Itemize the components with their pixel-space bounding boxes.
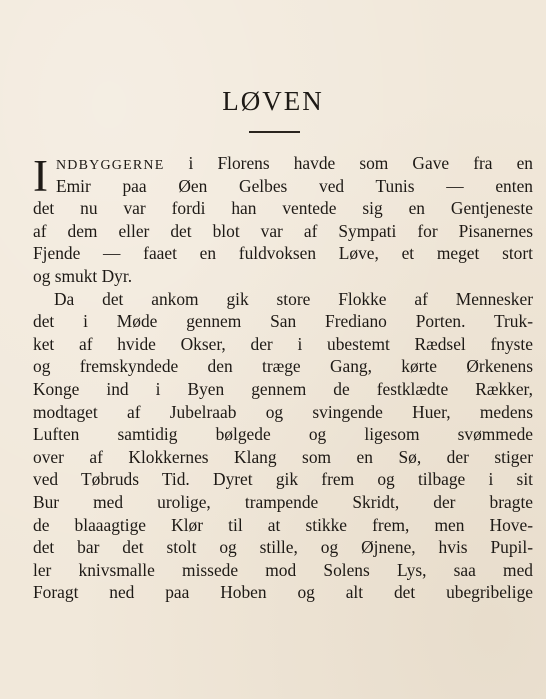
text-line: Da det ankom gik store Flokke af Mennesker [54,288,533,309]
chapter-title: LØVEN [222,86,324,116]
text-line: modtaget af Jubelraab og svingende Huer, medens [33,401,533,422]
text-line: ved Tøbruds Tid. Dyret gik frem og tilbage i sit [33,469,533,490]
text-line: Konge ind i Byen gennem de festklædte Rækker, [33,378,533,399]
text-line: og fremskyndede den træge Gang, kørte Ørkenens [33,356,533,377]
text-line: det nu var fordi han ventede sig en Gentjeneste [33,198,533,219]
text-line: og smukt Dyr. [33,265,133,286]
text-line: af dem eller det blot var af Sympati for Pisanernes [33,220,533,241]
text-line: det bar det stolt og stille, og Øjnene, hvis Pupil- [33,537,533,558]
body-text [33,152,533,604]
text-line: over af Klokkernes Klang som en Sø, der stiger [33,446,533,467]
first-word-smallcaps: NDBYGGERNE [56,158,165,173]
text-line: ler knivsmalle missede mod Solens Lys, saa med [33,559,533,580]
text-line: Fjende — faaet en fuldvoksen Løve, et meget stort [33,243,533,264]
drop-cap: I [33,151,48,201]
text-line: Foragt ned paa Hoben og alt det ubegribelige [33,582,533,603]
title-underline [249,131,300,133]
text-line: ket af hvide Okser, der i ubestemt Rædsel fnyste [33,333,533,354]
text-line: Luften samtidig bølgede og ligesom svømmede [33,424,533,445]
text-line: de blaaagtige Klør til at stikke frem, men Hove- [33,514,533,535]
text-line: Bur med urolige, trampende Skridt, der bragte [33,491,533,512]
text-line: Emir paa Øen Gelbes ved Tunis — enten [56,175,533,196]
text-line: NDBYGGERNE i Florens havde som Gave fra en [56,153,533,173]
text-line: det i Møde gennem San Frediano Porten. Truk- [33,311,533,332]
